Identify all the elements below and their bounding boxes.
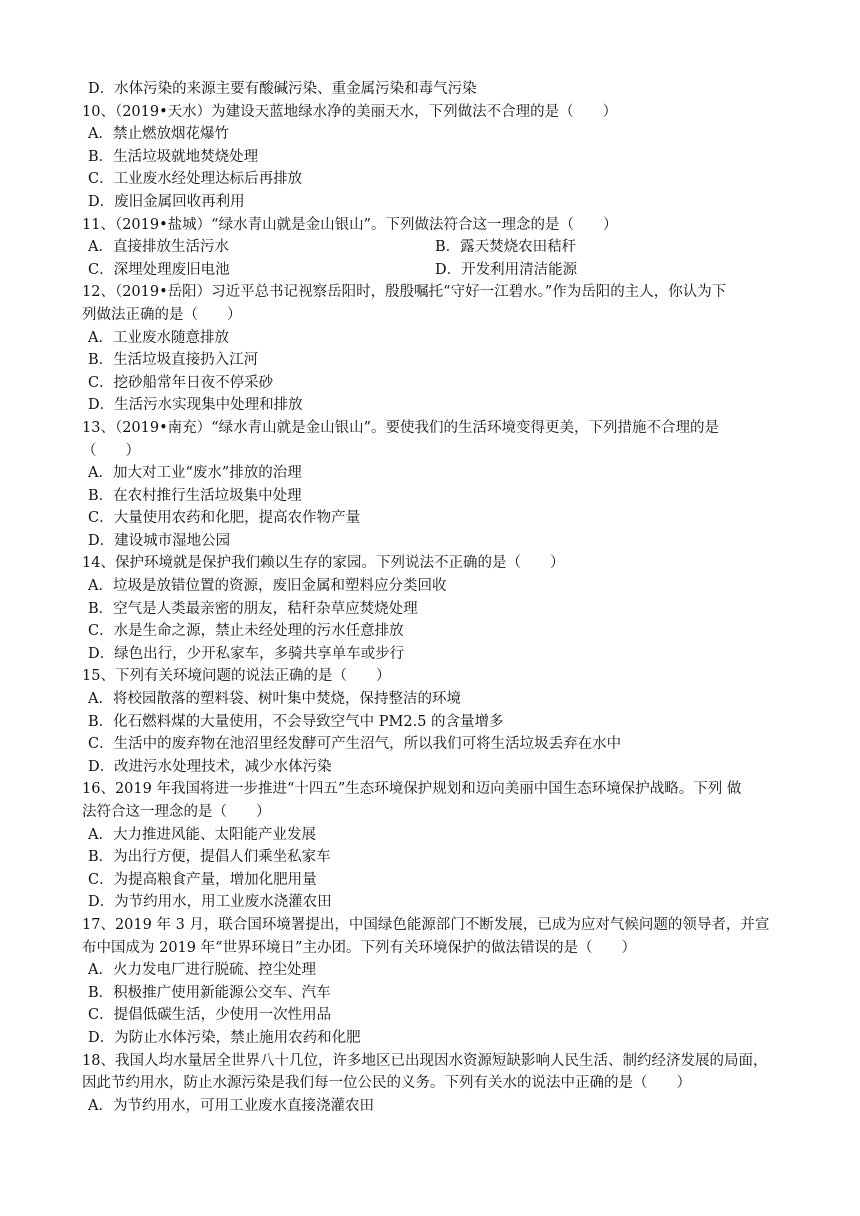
question-stem-continued: 因此节约用水，防止水源污染是我们每一位公民的义务。下列有关水的说法中正确的是（ ）: [82, 1075, 691, 1092]
option-b: B．在农村推行生活垃圾集中处理: [88, 487, 302, 504]
option-b: B．生活垃圾就地焚烧处理: [88, 148, 259, 165]
option-b: B．化石燃料煤的大量使用，不会导致空气中 PM2.5 的含量增多: [88, 713, 504, 730]
option-c: C．挖砂船常年日夜不停采砂: [88, 374, 274, 391]
option-c: C．生活中的废弃物在池沼里经发酵可产生沼气，所以我们可将生活垃圾丢弃在水中: [88, 736, 622, 753]
option-a: A．大力推进风能、太阳能产业发展: [88, 826, 316, 843]
question-18: [82, 1050, 782, 1118]
option-a: A．垃圾是放错位置的资源，废旧金属和塑料应分类回收: [88, 578, 447, 595]
question-stem-continued: 布中国成为 2019 年“世界环境日”主办团。下列有关环境保护的做法错误的是（ ）: [82, 939, 636, 956]
question-stem: 12、（2019•岳阳）习近平总书记视察岳阳时，殷殷嘱托“守好一江碧水。”作为岳阳的主人，你认为下: [82, 284, 727, 301]
option-d: D．开发利用清洁能源: [435, 261, 578, 278]
question-stem: 15、下列有关环境问题的说法正确的是（ ）: [82, 668, 391, 685]
question-stem-continued: 法符合这一理念的是（ ）: [82, 804, 271, 820]
question-stem: 13、（2019•南充）“绿水青山就是金山银山”。要使我们的生活环境变得更美，下列措施不合理的是: [82, 419, 719, 436]
option-c: C．大量使用农药和化肥，提高农作物产量: [88, 510, 361, 527]
question-17: [82, 914, 782, 1050]
option-a: A．禁止燃放烟花爆竹: [88, 126, 229, 143]
option-c: C．工业废水经处理达标后再排放: [88, 171, 303, 188]
option-c: C．为提高粮食产量，增加化肥用量: [88, 871, 317, 888]
option-b: B．积极推广使用新能源公交车、汽车: [88, 984, 331, 1001]
question-stem: 18、我国人均水量居全世界八十几位，许多地区已出现因水资源短缺影响人民生活、制约经济发展的局面，: [82, 1052, 768, 1069]
option-c: C．水是生命之源，禁止未经处理的污水任意排放: [88, 623, 404, 640]
question-stem-continued: 列做法正确的是（ ）: [82, 306, 242, 323]
question-11: [82, 214, 782, 282]
option-b: B．空气是人类最亲密的朋友，秸秆杂草应焚烧处理: [88, 600, 418, 617]
question-13: [82, 417, 782, 553]
option-d: D．建设城市湿地公园: [88, 532, 231, 549]
question-10: [82, 101, 782, 214]
option-d: D．生活污水实现集中处理和排放: [88, 397, 303, 414]
option-c: C．提倡低碳生活，少使用一次性用品: [88, 1007, 332, 1024]
option-a: A．为节约用水，可用工业废水直接浇灌农田: [88, 1097, 374, 1114]
question-stem: 11、（2019•盐城）“绿水青山就是金山银山”。下列做法符合这一理念的是（ ）: [82, 216, 618, 233]
option-a: A．火力发电厂进行脱硫、控尘处理: [88, 962, 316, 979]
question-stem-continued: （ ）: [82, 442, 140, 459]
question-14: [82, 552, 782, 665]
question-15: [82, 665, 782, 778]
option-d: D．水体污染的来源主要有酸碱污染、重金属污染和毒气污染: [88, 81, 477, 97]
option-d: D．绿色出行，少开私家车，多骑共享单车或步行: [88, 645, 405, 662]
question-12: [82, 281, 782, 417]
document-page: [82, 78, 782, 1117]
option-d: D．废旧金属回收再利用: [88, 193, 245, 210]
option-a: A．将校园散落的塑料袋、树叶集中焚烧，保持整洁的环境: [88, 691, 461, 708]
question-stem: 14、保护环境就是保护我们赖以生存的家园。下列说法不正确的是（ ）: [82, 555, 565, 572]
question-stem: 17、2019 年 3 月，联合国环境署提出，中国绿色能源部门不断发展，已成为应对气候问题的领导者，并宣: [82, 916, 770, 933]
option-d: D．为节约用水，用工业废水浇灌农田: [88, 894, 332, 911]
question-16: [82, 778, 782, 914]
question-stem: 16、2019 年我国将进一步推进“十四五”生态环境保护规划和迈向美丽中国生态环境保护战略。下列 做: [82, 781, 742, 798]
option-a: A．加大对工业“废水”排放的治理: [88, 465, 302, 482]
option-a: A．直接排放生活污水: [88, 239, 229, 256]
option-c: C．深埋处理废旧电池: [88, 261, 230, 278]
question-stem: 10、（2019•天水）为建设天蓝地绿水净的美丽天水，下列做法不合理的是（ ）: [82, 103, 618, 120]
option-b: B．为出行方便，提倡人们乘坐私家车: [88, 849, 331, 866]
option-d: D．为防止水体污染，禁止施用农药和化肥: [88, 1029, 361, 1046]
option-row: [82, 236, 782, 259]
option-row: [82, 259, 782, 282]
question-9-continuation: [82, 78, 782, 101]
option-b: B．生活垃圾直接扔入江河: [88, 352, 259, 369]
option-b: B．露天焚烧农田秸秆: [435, 239, 577, 256]
option-d: D．改进污水处理技术，减少水体污染: [88, 758, 332, 775]
option-a: A．工业废水随意排放: [88, 329, 229, 346]
